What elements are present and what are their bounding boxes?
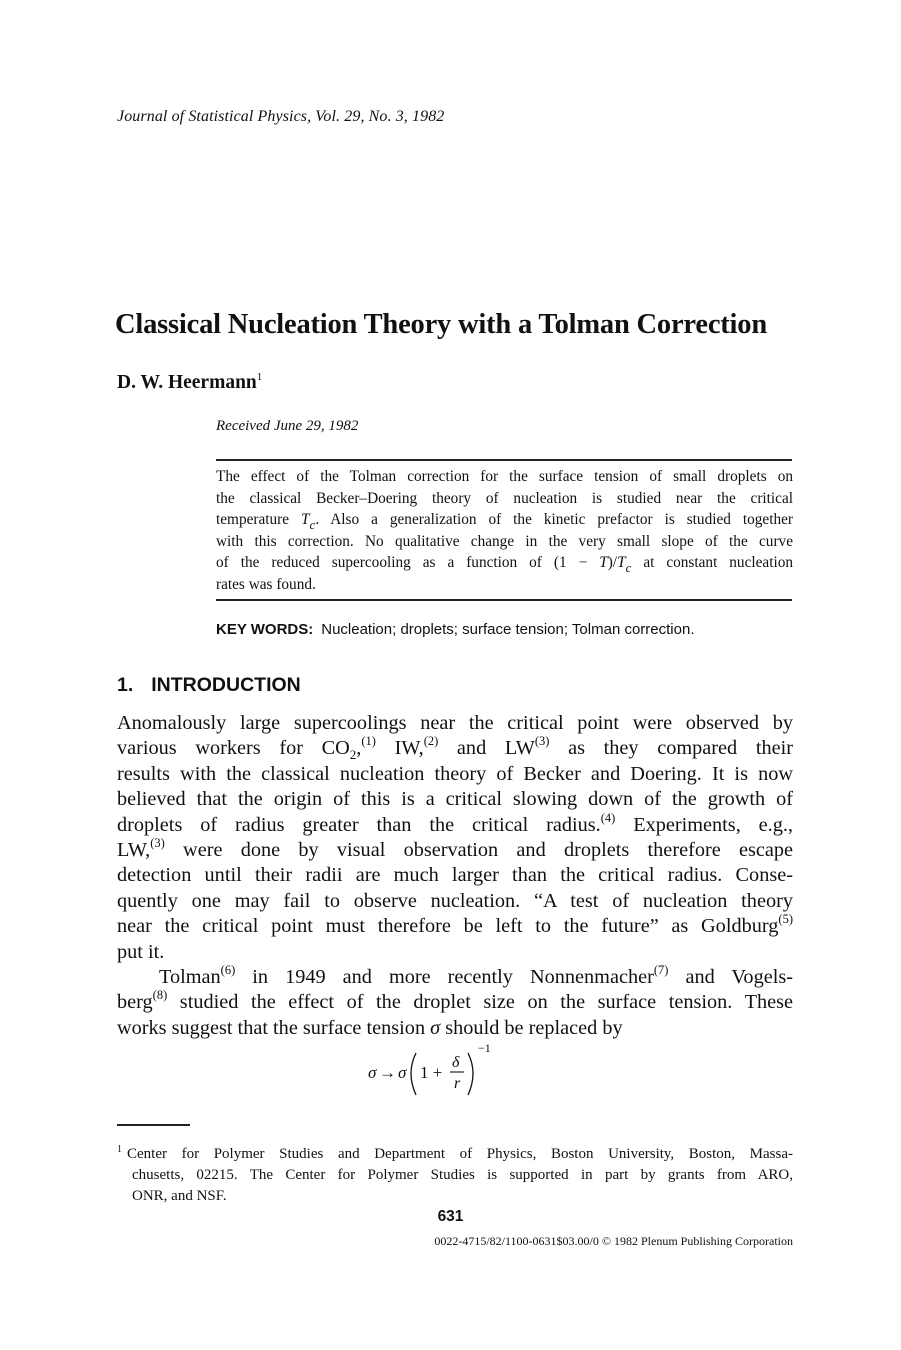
page-number: 631: [437, 1208, 464, 1225]
body-line: believed that the origin of this is a critical slowing down of the growth of: [117, 788, 793, 811]
body-text: [117, 711, 793, 1041]
body-line: various workers for $CO_2,^{(1)}$ IW,$^{(2)}$ and LW$^{(3)}$ as they compared their: [117, 734, 793, 763]
body-line: berg$^{(8)}$ studied the effect of the droplet size on the surface tension. These: [117, 988, 793, 1014]
paper-title: Classical Nucleation Theory with a Tolman Correction: [115, 309, 767, 340]
section-number: 1.: [117, 674, 134, 696]
journal-reference: Journal of Statistical Physics, Vol. 29, No. 3, 1982: [117, 108, 445, 125]
abstract-line: with this correction. No qualitative change in the very small slope of the curve: [216, 532, 793, 550]
footnote-rule: [117, 1124, 190, 1126]
author-footnote-mark: 1: [256, 371, 263, 383]
body-line: droplets of radius greater than the critical radius.$^{(4)}$ Experiments, e.g.,: [117, 810, 793, 836]
body-line: results with the classical nucleation theory of Becker and Doering. It is now: [117, 762, 793, 785]
body-line: works suggest that the surface tension σ should be replaced by: [117, 1016, 623, 1039]
body-line: Tolman$^{(6)}$ in 1949 and more recently Nonnenmacher$^{(7)}$ and Vogels-: [159, 963, 793, 989]
body-line: put it.: [117, 940, 165, 963]
footnote-line: [117, 1139, 793, 1165]
body-line: detection until their radii are much larger than the critical radius. Conse-: [117, 864, 793, 887]
equation-denominator: r: [454, 1075, 461, 1092]
section-title: INTRODUCTION: [151, 674, 301, 696]
abstract-line: The effect of the Tolman correction for the surface tension of small droplets on: [216, 468, 793, 485]
footnote: [117, 1139, 793, 1207]
footnote-line: ONR, and NSF.: [132, 1188, 227, 1204]
keywords: [216, 621, 694, 638]
author-name: D. W. Heermann: [117, 372, 257, 393]
abstract-top-rule: [216, 459, 792, 461]
abstract-line: rates was found.: [216, 575, 316, 593]
equation-one-plus: 1 +: [420, 1063, 443, 1082]
equation-lhs: σ: [368, 1063, 377, 1082]
abstract-line: the classical Becker–Doering theory of nucleation is studied near the critical: [216, 489, 793, 507]
equation-numerator: δ: [452, 1054, 460, 1071]
equation-exponent: −1: [478, 1041, 491, 1055]
abstract-line: temperature $T_c$. Also a generalization of the kinetic prefactor is studied together: [216, 511, 793, 532]
body-line: quently one may fail to observe nucleation. “A test of nucleation theory: [117, 889, 793, 912]
abstract-line: of the reduced supercooling as a function of $(1 - T)/T_c$ at constant nucleation: [216, 554, 794, 575]
abstract: [216, 466, 793, 595]
footnote-mark: 1: [117, 1144, 122, 1155]
footnote-line-text: Center for Polymer Studies and Department of Physics, Boston University, Boston, Massa-: [127, 1146, 793, 1162]
keywords-label: KEY WORDS:: [216, 621, 314, 638]
keywords-text: Nucleation; droplets; surface tension; Tolman correction.: [321, 621, 695, 638]
equation-left-paren: [411, 1053, 416, 1095]
equation-arrow: →: [379, 1063, 396, 1082]
body-line: near the critical point must therefore be left to the future” as Goldburg$^{(5)}$: [117, 912, 793, 938]
equation-rhs-sigma: σ: [398, 1063, 407, 1082]
body-line: Anomalously large supercoolings near the critical point were observed by: [117, 712, 793, 734]
abstract-bottom-rule: [216, 599, 792, 601]
copyright-line: 0022-4715/82/1100-0631$03.00/0 © 1982 Plenum Publishing Corporation: [434, 1234, 793, 1248]
body-line: LW,$^{(3)}$ were done by visual observation and droplets therefore escape: [117, 836, 793, 862]
received-date: Received June 29, 1982: [216, 418, 359, 434]
footnote-line: chusetts, 02215. The Center for Polymer Studies is supported in part by grants from ARO,: [132, 1167, 793, 1183]
tolman-equation: [368, 1041, 518, 1101]
equation-right-paren: [468, 1053, 473, 1095]
author-line: [117, 371, 262, 394]
section-heading: [117, 674, 301, 697]
